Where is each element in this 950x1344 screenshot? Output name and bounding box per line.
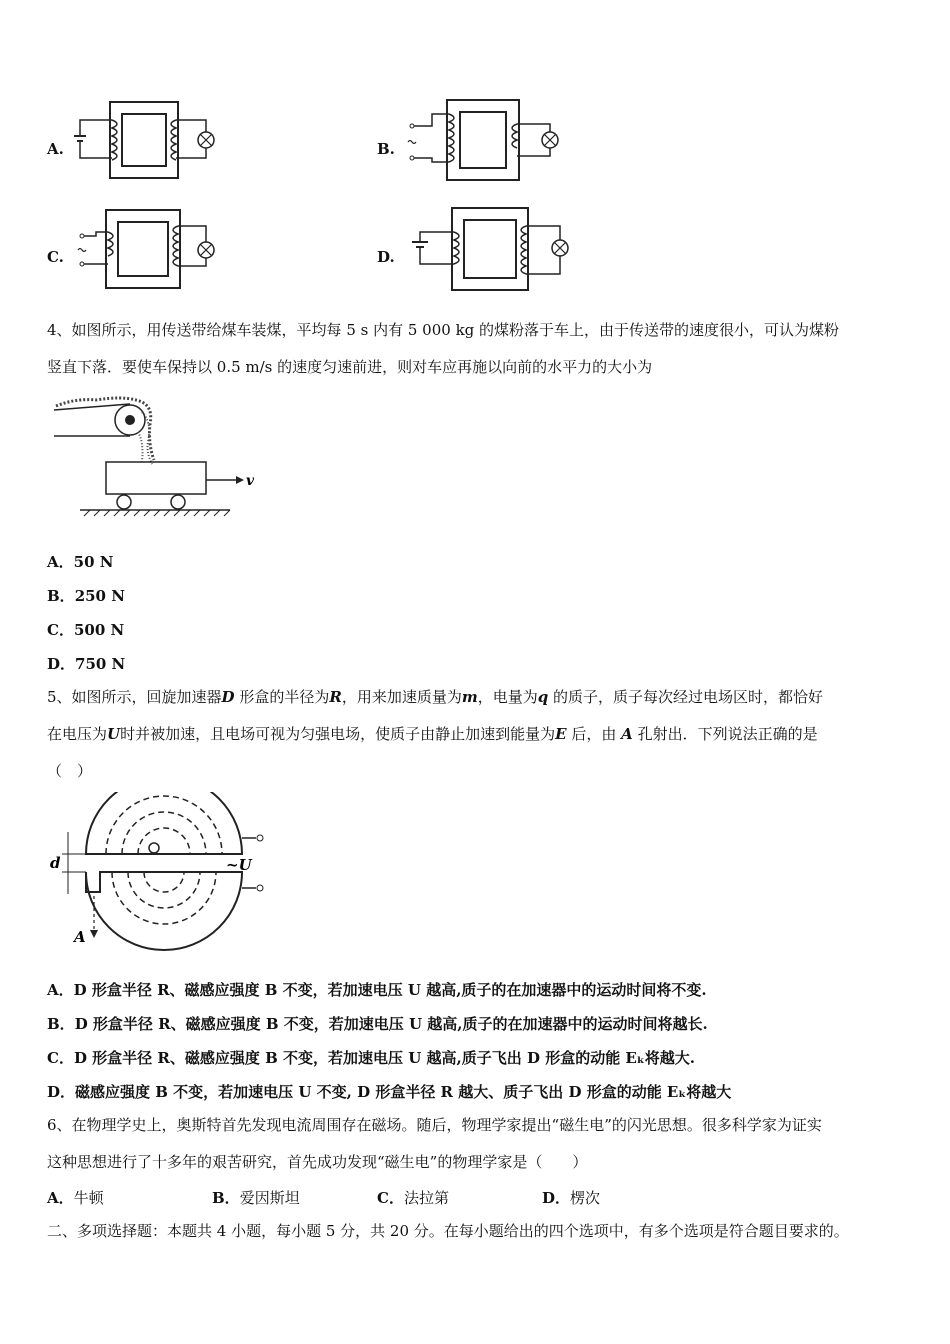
q3-option-a-label[interactable]: A. bbox=[47, 140, 64, 158]
q5-option-a[interactable]: A．D 形盒半径 R、磁感应强度 B 不变，若加速电压 U 越高,质子的在加速器中的运动时间将不变. bbox=[47, 981, 707, 999]
q5-option-d[interactable]: D．磁感应强度 B 不变，若加速电压 U 不变, D 形盒半径 R 越大、质子飞出 D 形盒的动能 Eₖ将越大 bbox=[47, 1083, 732, 1101]
q6-option-a[interactable]: A．牛顿 bbox=[47, 1189, 104, 1207]
transformer-ac-step-down-diagram bbox=[402, 98, 572, 184]
transformer-dc-battery-diagram bbox=[72, 98, 222, 184]
q5-answer-bracket: （ ） bbox=[47, 762, 93, 780]
section-2-heading: 二、多项选择题：本题共 4 小题，每小题 5 分，共 20 分。在每小题给出的四个选项中，有多个选项是符合题目要求的。 bbox=[47, 1222, 849, 1240]
q6-option-d[interactable]: D．楞次 bbox=[542, 1189, 601, 1207]
q4-option-a[interactable]: A．50 N bbox=[47, 553, 114, 571]
q6-option-c[interactable]: C．法拉第 bbox=[377, 1189, 449, 1207]
q3-option-b-label[interactable]: B. bbox=[377, 140, 395, 158]
velocity-label: v bbox=[246, 473, 255, 489]
q5-text-line-2: 在电压为U时并被加速，且电场可视为匀强电场，使质子由静止加速到能量为E 后，由 A 孔射出．下列说法正确的是 bbox=[47, 725, 818, 743]
q4-option-d[interactable]: D．750 N bbox=[47, 655, 126, 673]
q5-text-line-1: 5、如图所示，回旋加速器D 形盒的半径为R，用来加速质量为m，电量为q 的质子，质子每次经过电场区时，都恰好 bbox=[47, 688, 824, 706]
q5-option-b[interactable]: B．D 形盒半径 R、磁感应强度 B 不变，若加速电压 U 越高,质子的在加速器中的运动时间将越长. bbox=[47, 1015, 708, 1033]
conveyor-coal-cart-diagram bbox=[50, 392, 260, 522]
gap-d-label: d bbox=[50, 854, 61, 872]
voltage-u-label: ~U bbox=[226, 856, 252, 874]
q5-option-c[interactable]: C．D 形盒半径 R、磁感应强度 B 不变，若加速电压 U 越高,质子飞出 D 形盒的动能 Eₖ将越大. bbox=[47, 1049, 695, 1067]
q6-text-line-1: 6、在物理学史上，奥斯特首先发现电流周围存在磁场。随后，物理学家提出“磁生电”的闪光思想。很多科学家为证实 bbox=[47, 1116, 822, 1134]
transformer-dc-step-up-diagram bbox=[402, 204, 582, 294]
q4-option-c[interactable]: C．500 N bbox=[47, 621, 125, 639]
q4-option-b[interactable]: B．250 N bbox=[47, 587, 125, 605]
transformer-ac-step-up-diagram bbox=[72, 206, 222, 292]
q3-option-d-label[interactable]: D. bbox=[377, 248, 395, 266]
q4-text-line-2: 竖直下落．要使车保持以 0.5 m/s 的速度匀速前进，则对车应再施以向前的水平力的大小为 bbox=[47, 358, 653, 376]
q6-text-line-2: 这种思想进行了十多年的艰苦研究，首先成功发现“磁生电”的物理学家是（ ） bbox=[47, 1153, 588, 1171]
q6-option-b[interactable]: B．爱因斯坦 bbox=[212, 1189, 300, 1207]
cyclotron-diagram bbox=[46, 792, 276, 952]
q3-option-c-label[interactable]: C. bbox=[47, 248, 64, 266]
q4-text-line-1: 4、如图所示，用传送带给煤车装煤，平均每 5 s 内有 5 000 kg 的煤粉落于车上，由于传送带的速度很小，可认为煤粉 bbox=[47, 321, 840, 339]
exit-hole-label: A bbox=[74, 928, 86, 946]
